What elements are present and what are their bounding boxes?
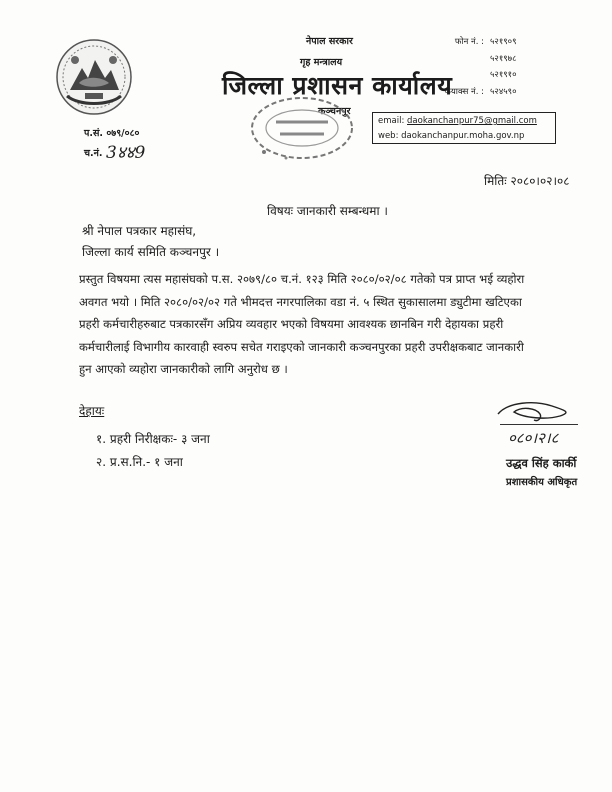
body-line: कर्मचारीलाई विभागीय कारवाही स्वरुप सचेत गराइएको जानकारी कञ्चनपुरका प्रहरी उपरीक्षकबाट जानकारी <box>79 339 524 354</box>
recipient-line-1: श्री नेपाल पत्रकार महासंघ, <box>82 224 197 238</box>
government-heading: नेपाल सरकार <box>306 36 353 47</box>
letter-subject: विषयः जानकारी सम्बन्धमा । <box>267 204 388 218</box>
dispatch-number-handwritten: 3४४9 <box>106 143 146 163</box>
fax-row <box>428 84 548 101</box>
web-label: web: <box>378 131 399 141</box>
recipient-line-2: जिल्ला कार्य समिति कञ्चनपुर । <box>82 245 220 259</box>
email-label: email: <box>378 116 405 126</box>
phone-list <box>428 34 548 100</box>
fax-value: ५२४५९० <box>490 86 517 97</box>
signature-handwritten-date: ०८०।२।८ <box>508 429 559 447</box>
body-line: हुन आएको व्यहोरा जानकारीको लागि अनुरोध छ । <box>79 362 288 377</box>
web-line <box>378 129 550 144</box>
phone-value: ५२१९१० <box>490 70 517 80</box>
office-name-heading: जिल्ला प्रशासन कार्यालय <box>222 71 453 100</box>
phone-row <box>428 67 548 84</box>
signature-line <box>500 424 578 425</box>
signatory-name: उद्धव सिंह कार्की <box>506 456 577 470</box>
phone-label: फोन नं. : <box>454 37 484 47</box>
body-line: अवगत भयो । मिति २०८०/०२/०२ गते भीमदत्त नगरपालिका वडा नं. ५ स्थित सुकासालमा ड्युटीमा खटिएका <box>79 294 522 309</box>
fax-label: फयाक्स नं. : <box>444 86 484 97</box>
body-line: प्रस्तुत विषयमा त्यस महासंघको प.स. २०७९/८० च.नं. १२३ मिति २०८०/०२/०८ गतेको पत्र प्राप्त भई व्यहोरा <box>79 272 525 286</box>
dehay-title: देहायः <box>79 404 105 418</box>
contact-box <box>372 112 556 144</box>
phone-label <box>428 51 484 68</box>
fiscal-year-ref: प.सं. ०७९/०८० <box>84 128 140 139</box>
office-stamp-icon <box>246 92 358 164</box>
phone-label <box>428 67 484 84</box>
email-line <box>378 114 550 129</box>
dehay-item-2: २. प्र.स.नि.- १ जना <box>96 455 183 469</box>
nepal-emblem-icon <box>55 38 133 116</box>
dehay-item-1: १. प्रहरी निरीक्षकः- ३ जना <box>96 432 210 446</box>
phone-row <box>428 51 548 68</box>
ministry-heading: गृह मन्त्रालय <box>300 57 343 68</box>
phone-value: ५२१९०९ <box>490 37 517 47</box>
letter-date: मितिः २०८०।०२।०८ <box>484 174 570 188</box>
web-address[interactable]: daokanchanpur.moha.gov.np <box>401 131 525 141</box>
phone-value: ५२१९७८ <box>490 53 517 64</box>
letter-body <box>79 268 569 381</box>
signatory-designation: प्रशासकीय अधिकृत <box>506 477 578 488</box>
dispatch-ref-label: च.नं. <box>84 148 103 159</box>
email-link[interactable]: daokanchanpur75@gmail.com <box>407 116 537 126</box>
district-heading: कञ्चनपुर <box>318 106 351 117</box>
phone-row <box>428 34 548 51</box>
signature-scribble-icon <box>494 398 576 424</box>
body-line: प्रहरी कर्मचारीहरुबाट पत्रकारसँग अप्रिय व्यवहार भएको विषयमा आवश्यक छानबिन गरी देहायका प्रहरी <box>79 317 504 332</box>
